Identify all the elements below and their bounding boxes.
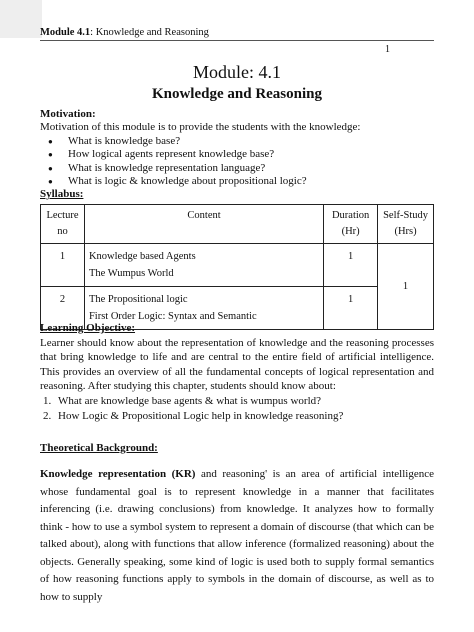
header-rule xyxy=(40,40,434,41)
motivation-list xyxy=(40,135,434,189)
learning-section xyxy=(40,321,434,423)
content-line: Knowledge based Agents xyxy=(88,251,196,262)
background-heading: Theoretical Background: xyxy=(40,442,158,454)
kr-term: Knowledge representation (KR) xyxy=(40,468,196,480)
list-item: 1. What are knowledge base agents & what is wumpus world? xyxy=(54,394,434,409)
background-text: and reasoning' is an area of artificial intelligence whose fundamental goal is to represent knowledge in a manner that facilitates inferencing (i.e. drawing conclusions) from knowledge. It analyzes how to formally think - how to use a symbol system to represent a domain of discourse (that which can be talked about), along with functions that allow inference (formalized reasoning) about the objects. Generally speaking, some kind of logic is used both to supply formal semantics of how reasoning functions apply to symbols in the domain of discourse, as well as to how to supply xyxy=(40,468,434,603)
lecture-no: 1 xyxy=(41,244,85,287)
page-header xyxy=(40,27,209,38)
header-module: Module 4.1 xyxy=(40,27,91,38)
self-study-cell: 1 xyxy=(378,244,434,330)
content-line: The Wumpus World xyxy=(88,268,174,279)
table-header-row xyxy=(41,205,434,244)
motivation-heading: Motivation: xyxy=(40,108,96,120)
content-line: First Order Logic: Syntax and Semantic xyxy=(88,311,257,322)
syllabus-table xyxy=(40,204,434,330)
column-header: Self-Study (Hrs) xyxy=(378,205,434,244)
duration-cell: 1 xyxy=(324,287,378,330)
module-title: Module: 4.1 xyxy=(193,62,281,82)
column-header: Lecture no xyxy=(41,205,85,244)
duration-cell: 1 xyxy=(324,244,378,287)
list-item: ● How logical agents represent knowledge base? xyxy=(58,148,434,161)
list-item: ● What is logic & knowledge about propositional logic? xyxy=(58,175,434,188)
corner-shade xyxy=(0,0,42,38)
list-item: ● What is knowledge representation language? xyxy=(58,162,434,175)
content-line: The Propositional logic xyxy=(88,294,188,305)
column-header: Content xyxy=(84,205,323,244)
page-number: 1 xyxy=(385,44,390,55)
list-item: ● What is knowledge base? xyxy=(58,135,434,148)
syllabus-heading: Syllabus: xyxy=(40,188,84,200)
lecture-no: 2 xyxy=(41,287,85,330)
header-title: : Knowledge and Reasoning xyxy=(90,27,209,38)
background-paragraph xyxy=(40,466,434,606)
learning-list xyxy=(40,394,434,423)
learning-paragraph: Learner should know about the representation of knowledge and the reasoning processes that bring knowledge to life and are central to the entire field of artificial intelligence. This provides an overview of all the fundamental concepts of logical representation and reasoning. After studying this chapter, students should know about: xyxy=(40,336,434,393)
motivation-section xyxy=(40,108,434,188)
motivation-intro: Motivation of this module is to provide the students with the knowledge: xyxy=(40,121,361,134)
column-header: Duration (Hr) xyxy=(324,205,378,244)
table-row xyxy=(41,244,434,287)
learning-heading: Learning Objective: xyxy=(40,322,136,334)
list-item: 2. How Logic & Propositional Logic help in knowledge reasoning? xyxy=(54,409,434,424)
module-subtitle: Knowledge and Reasoning xyxy=(151,86,323,102)
content-cell xyxy=(84,244,323,287)
